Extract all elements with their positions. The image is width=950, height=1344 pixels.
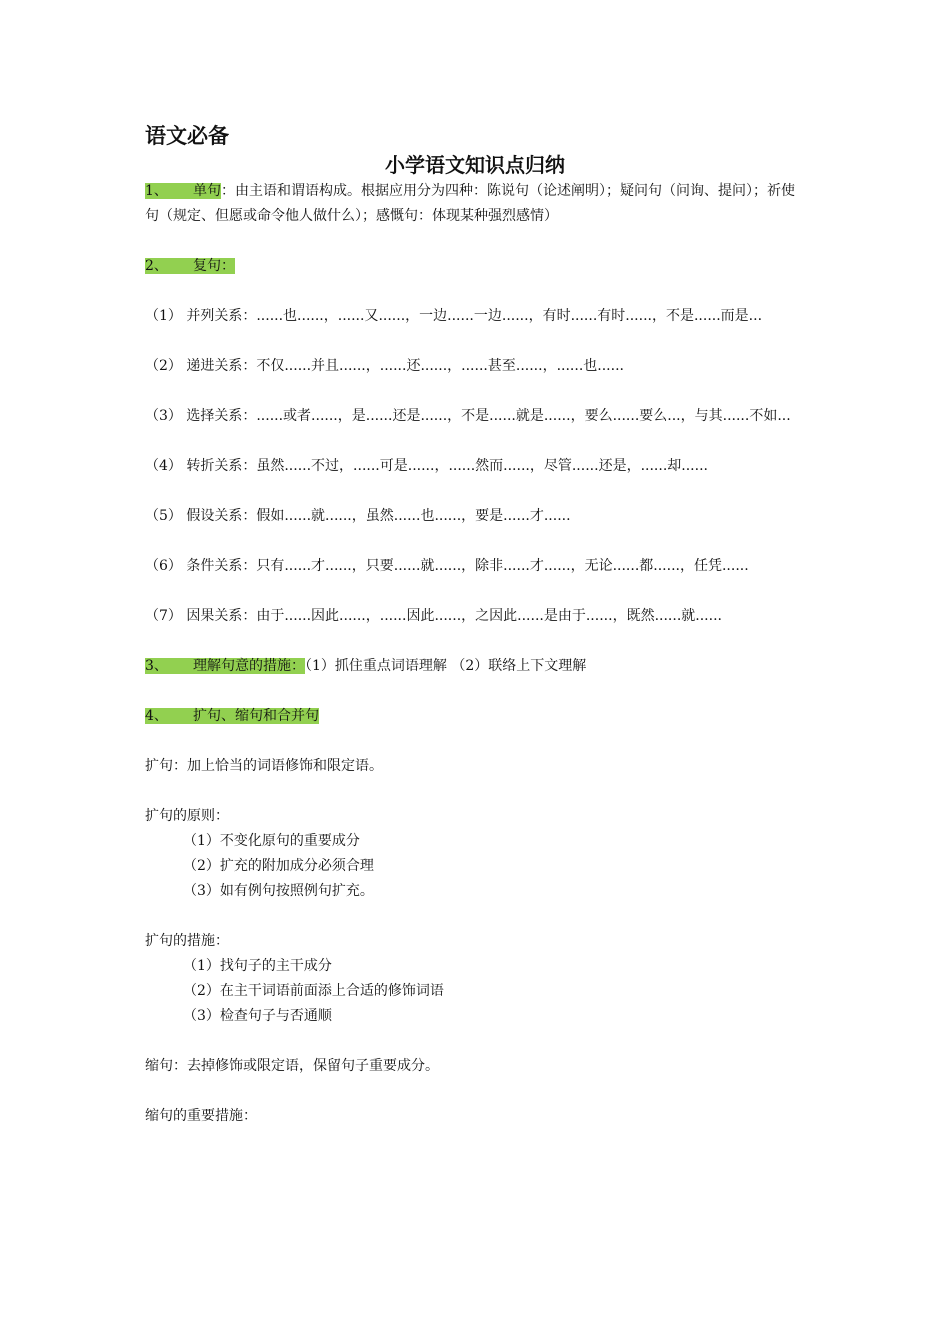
section-4 <box>145 704 805 729</box>
relation-item-7: （7） 因果关系：由于......因此......，......因此......，之因此......是由于......，既然......就...... <box>145 608 722 624</box>
expand-definition: 扩句：加上恰当的词语修饰和限定语。 <box>145 758 383 774</box>
relation-item-3: （3） 选择关系：......或者......，是......还是......，不是......就是......，要么......要么...，与其......不如... <box>145 408 791 424</box>
section-3 <box>145 654 805 679</box>
relation-item-6: （6） 条件关系：只有......才......，只要......就......，除非......才......，无论......都......，任凭...... <box>145 558 749 574</box>
section-3-text: （1）抓住重点词语理解 （2）联络上下文理解 <box>305 658 587 674</box>
document-title: 小学语文知识点归纳 <box>385 153 565 177</box>
principle-item: （3）如有例句按照例句扩充。 <box>183 883 374 899</box>
section-2 <box>145 254 805 279</box>
principle-item: （2）扩充的附加成分必须合理 <box>183 858 374 874</box>
section-4-heading: 4、 扩句、缩句和合并句 <box>145 708 319 724</box>
principle-item: （1）不变化原句的重要成分 <box>183 833 360 849</box>
shrink-definition: 缩句：去掉修饰或限定语，保留句子重要成分。 <box>145 1058 439 1074</box>
document-body <box>145 121 805 1129</box>
section-2-heading: 2、 复句： <box>145 258 235 274</box>
expand-methods-title: 扩句的措施： <box>145 933 229 949</box>
subject-heading: 语文必备 <box>145 124 229 148</box>
relation-item-4: （4） 转折关系：虽然......不过，......可是......，......然而......，尽管......还是，......却...... <box>145 458 708 474</box>
method-item: （1）找句子的主干成分 <box>183 958 332 974</box>
relation-item-2: （2） 递进关系：不仅......并且......，......还......，......甚至......，......也...... <box>145 358 624 374</box>
method-item: （3）检查句子与否通顺 <box>183 1008 332 1024</box>
expand-principles-title: 扩句的原则： <box>145 808 229 824</box>
section-1-text: ：由主语和谓语构成。根据应用分为四种：陈说句（论述阐明）；疑问句（问询、提问）；祈使句（规定、但愿或命令他人做什么）；感慨句：体现某种强烈感情） <box>145 183 795 224</box>
section-1-heading: 1、 单句 <box>145 183 221 199</box>
relation-item-1: （1） 并列关系：......也......，......又......，一边......一边......，有时......有时......，不是......而是... <box>145 308 763 324</box>
method-item: （2）在主干词语前面添上合适的修饰词语 <box>183 983 444 999</box>
relation-item-5: （5） 假设关系：假如......就......，虽然......也......，要是......才...... <box>145 508 571 524</box>
section-1 <box>145 179 805 229</box>
shrink-methods-title: 缩句的重要措施： <box>145 1108 257 1124</box>
section-3-heading: 3、 理解句意的措施： <box>145 658 305 674</box>
